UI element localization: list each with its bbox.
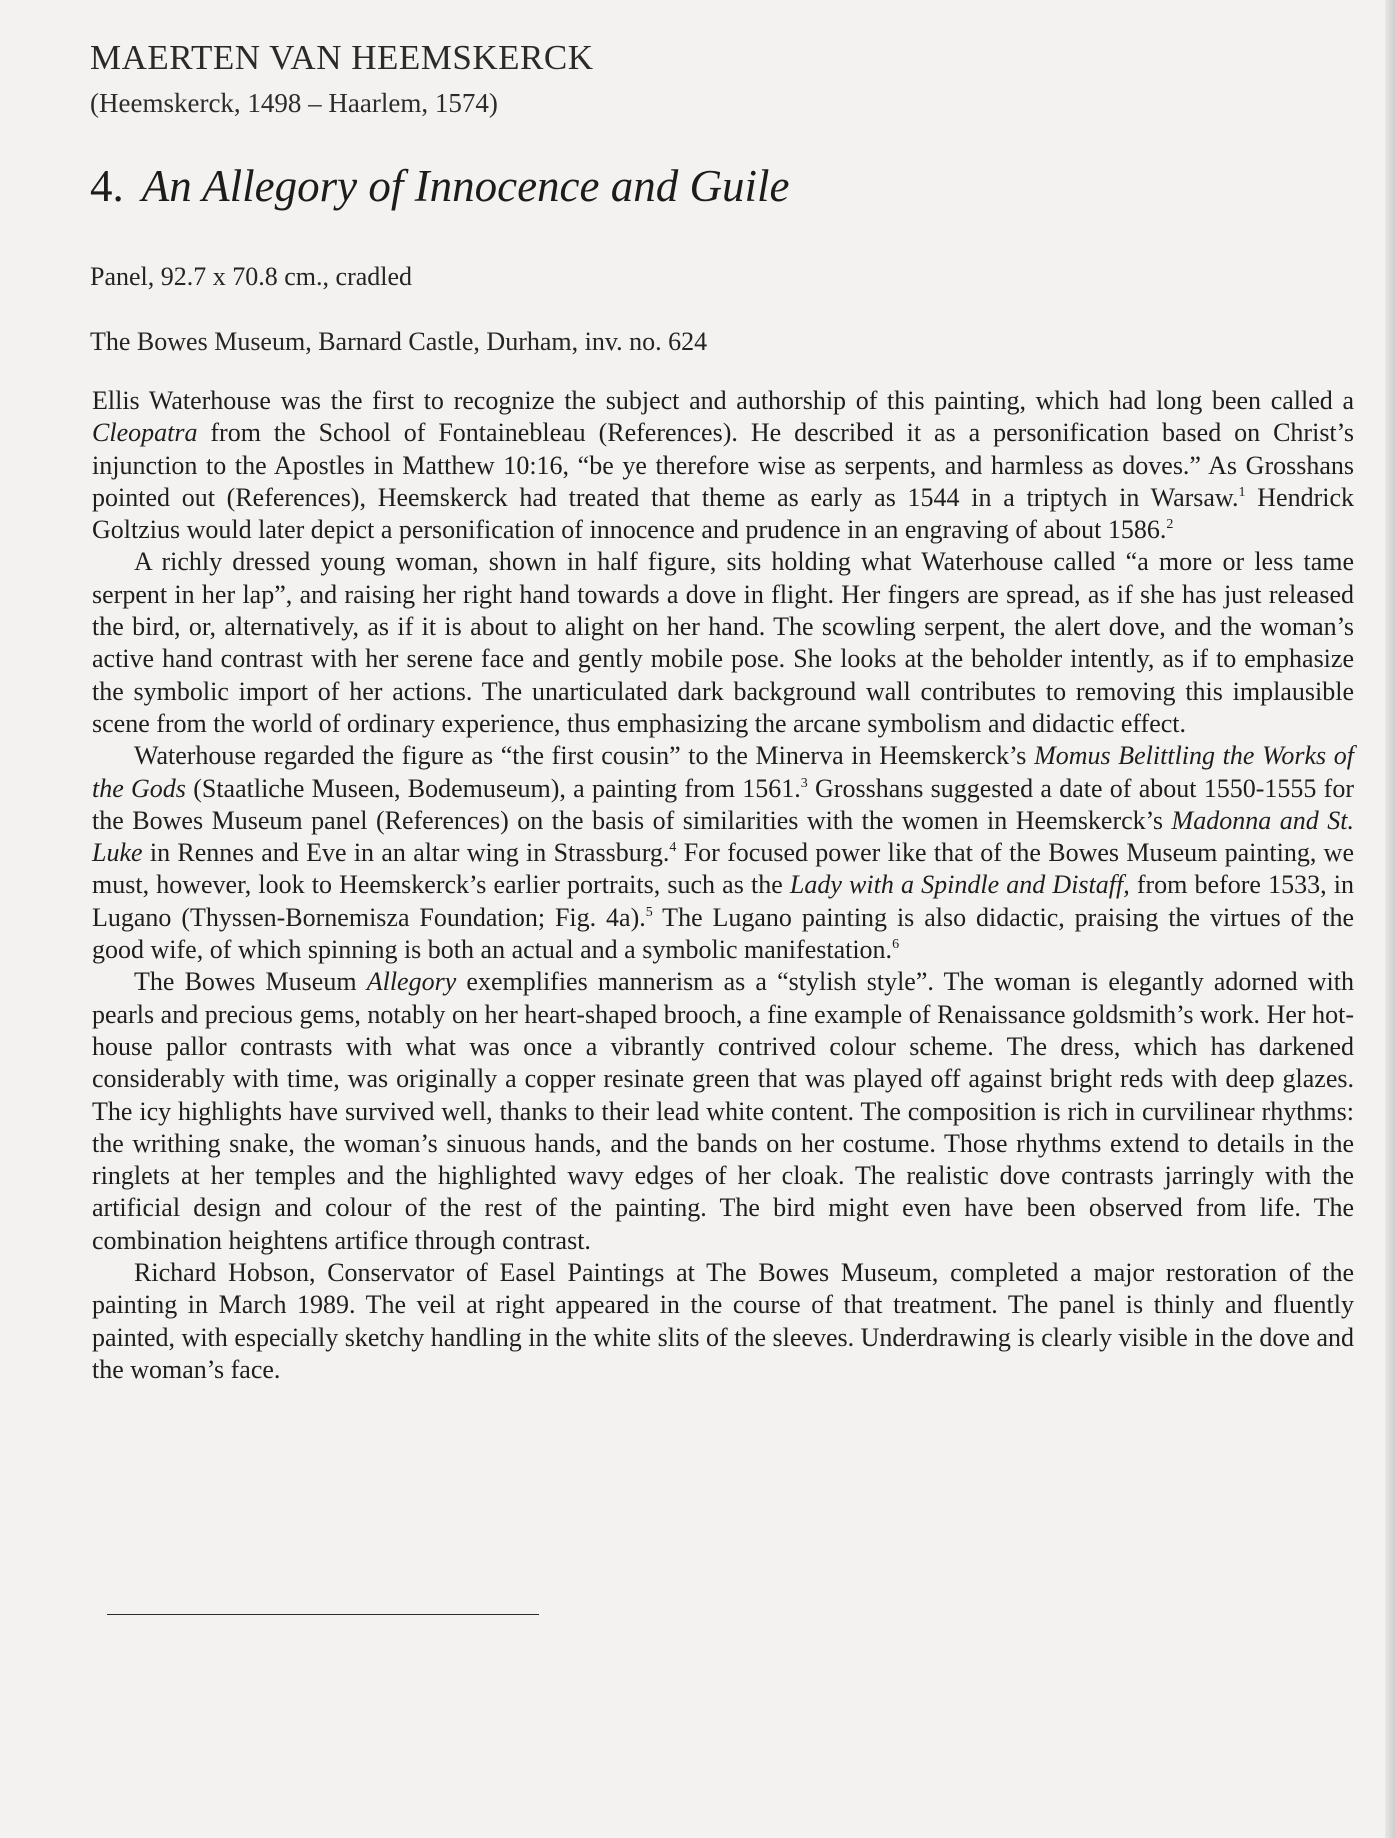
medium-dimensions: Panel, 92.7 x 70.8 cm., cradled <box>90 262 413 291</box>
page-edge-shadow <box>1385 0 1395 1838</box>
italic-title: Lady with a Spindle and Distaff, <box>789 870 1130 900</box>
footnote-divider <box>107 1614 539 1615</box>
paragraph-5: Richard Hobson, Conservator of Easel Paintings at The Bowes Museum, completed a major restoration of the painting in March 1989. The veil at right appeared in the course of that treatment. The panel is thinly and fluently painted, with especially sketchy handling in the white slits of the sleeves. Underdrawing is clearly visible in the dove and the woman’s face. <box>92 1258 1354 1384</box>
italic-title: Allegory <box>366 967 457 997</box>
italic-title: Cleopatra <box>92 418 198 448</box>
footnote-ref: 6 <box>892 937 900 953</box>
entry-title <box>90 160 789 212</box>
footnote-ref: 2 <box>1166 517 1174 533</box>
footnote-ref: 1 <box>1238 484 1246 500</box>
collection-location: The Bowes Museum, Barnard Castle, Durham, inv. no. 624 <box>90 327 708 356</box>
artist-dates: (Heemskerck, 1498 – Haarlem, 1574) <box>90 88 498 118</box>
footnote-ref: 5 <box>645 904 653 920</box>
body-text <box>92 385 1354 1386</box>
entry-title-text: An Allegory of Innocence and Guile <box>141 161 790 211</box>
footnote-ref: 4 <box>669 840 677 856</box>
paragraph-2: A richly dressed young woman, shown in half figure, sits holding what Waterhouse called “a more or less tame serpent in her lap”, and raising her right hand towards a dove in flight. Her fingers are spread, as if she has just released the bird, or, alternatively, as if it is about to alight on her hand. The scowling serpent, the alert dove, and the woman’s active hand contrast with her serene face and gently mobile pose. She looks at the beholder intently, as if to emphasize the symbolic import of her actions. The unarticulated dark background wall contributes to removing this implausible scene from the world of ordinary experience, thus emphasizing the arcane symbolism and didactic effect. <box>92 547 1354 738</box>
paragraph-1: Ellis Waterhouse was the first to recognize the subject and authorship of this painting, which had long been called a Cleopatra from the School of Fontainebleau (References). He described it as a personification based on Christ’s injunction to the Apostles in Matthew 10:16, “be ye therefore wise as serpents, and harmless as doves.” As Grosshans pointed out (References), Heemskerck had treated that theme as early as 1544 in a triptych in Warsaw.$^1$ Hendrick Goltzius would later depict a personification of innocence and prudence in an engraving of about 1586.$^2$ <box>92 386 1354 545</box>
footnote-ref: 3 <box>800 775 808 791</box>
artist-name: MAERTEN VAN HEEMSKERCK <box>90 38 594 77</box>
italic-title: Madonna and St. Luke <box>92 805 1354 868</box>
entry-number: 4. <box>90 161 124 211</box>
paragraph-3: Waterhouse regarded the figure as “the first cousin” to the Minerva in Heemskerck’s Momus Belittling the Works of the Gods (Staatliche Museen, Bodemuseum), a painting from 1561.$^3$ Grosshans suggested a date of about 1550-1555 for the Bowes Museum panel (References) on the basis of similarities with the women in Heemskerck’s Madonna and St. Luke in Rennes and Eve in an altar wing in Strassburg.$^4$ For focused power like that of the Bowes Museum painting, we must, however, look to Heemskerck’s earlier portraits, such as the Lady with a Spindle and Distaff, from before 1533, in Lugano (Thyssen-Bornemisza Foundation; Fig. 4a).$^5$ The Lugano painting is also didactic, praising the virtues of the good wife, of which spinning is both an actual and a symbolic manifestation.$^6$ <box>92 741 1354 965</box>
paragraph-4: The Bowes Museum Allegory exemplifies mannerism as a “stylish style”. The woman is elegantly adorned with pearls and precious gems, notably on her heart-shaped brooch, a fine example of Renaissance goldsmith’s work. Her hot-house pallor contrasts with what was once a vibrantly contrived colour scheme. The dress, which has darkened considerably with time, was originally a copper resinate green that was played off against bright reds with deep glazes. The icy highlights have survived well, thanks to their lead white content. The composition is rich in curvilinear rhythms: the writhing snake, the woman’s sinuous hands, and the bands on her costume. Those rhythms extend to details in the ringlets at her temples and the highlighted wavy edges of her cloak. The realistic dove contrasts jarringly with the artificial design and colour of the rest of the painting. The bird might even have been observed from life. The combination heightens artifice through contrast. <box>92 967 1354 1255</box>
italic-title: Momus Belittling the Works of the Gods <box>92 741 1354 803</box>
